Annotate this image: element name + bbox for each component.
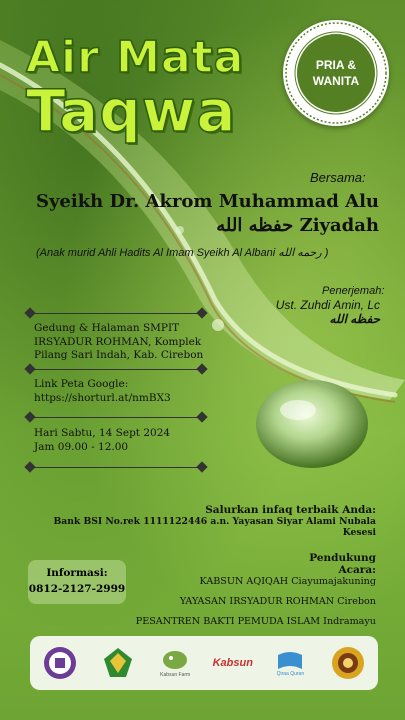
supporter-item: PESANTREN BAKTI PEMUDA ISLAM Indramayu [135, 616, 376, 628]
divider [30, 467, 202, 468]
quran-logo [272, 645, 308, 681]
title-line-2: Taqwa [26, 77, 237, 145]
translator-name-text: Ust. Zuhdi Amin, Lc [275, 298, 380, 312]
infaq-label: Salurkan infaq terbaik Anda: [205, 504, 376, 516]
translator-label: Penerjemah: [322, 285, 385, 297]
quran-caption: Qiraa Quran [276, 671, 305, 677]
seal-center: PRIA & WANITA [297, 34, 375, 112]
audience-seal [283, 20, 389, 126]
green-emblem-logo [100, 645, 136, 681]
event-time: Jam 09.00 - 12.00 [34, 440, 129, 453]
supporters-list [120, 572, 376, 632]
divider [30, 417, 202, 418]
venue: Gedung & Halaman SMPIT IRSYADUR ROHMAN, Komplek Pilang Sari Indah, Kab. Cirebon [34, 322, 204, 362]
info-box [28, 560, 126, 604]
speaker-name [19, 190, 379, 239]
speaker-name-line-2: حفظه الله Ziyadah [216, 215, 379, 237]
info-label: Informasi: [46, 567, 108, 579]
translator-name [262, 298, 380, 326]
speaker-name-line-1: Syeikh Dr. Akrom Muhammad Alu [35, 191, 379, 212]
kabsun-farm-caption: Kabsun Farm [160, 672, 191, 678]
kabsun-logo [212, 645, 253, 681]
supporter-item: YAYASAN IRSYADUR ROHMAN Cirebon [179, 596, 376, 608]
event-schedule [34, 427, 170, 454]
map-link-label: Link Peta Google: [34, 378, 129, 390]
supporters-label: Pendukung Acara: [309, 552, 376, 576]
kabsun-farm-logo [157, 645, 193, 681]
info-phone[interactable]: 0812-2127-2999 [28, 583, 126, 595]
event-title [26, 32, 245, 145]
event-date: Hari Sabtu, 14 Sept 2024 [34, 427, 171, 439]
title-line-1: Air Mata [26, 32, 245, 83]
divider [30, 313, 202, 314]
kabsun-caption: Kabsun [212, 657, 253, 669]
map-link[interactable] [34, 378, 171, 405]
speaker-teacher-note: (Anak murid Ahli Hadits Al Imam Syeikh Al Albani رحمه الله ) [36, 247, 329, 259]
divider [30, 369, 202, 370]
purple-seal-logo [42, 645, 78, 681]
with-label: Bersama: [310, 170, 366, 185]
sponsor-logo-bar [30, 636, 378, 690]
map-link-url[interactable]: https://shorturl.at/nmBX3 [34, 391, 171, 404]
supporter-item: KABSUN AQIQAH Ciayumajakuning [199, 576, 376, 587]
gold-seal-logo [330, 645, 366, 681]
bank-account: Bank BSI No.rek 1111122446 a.n. Yayasan Siyar Alami Nubala Kesesi [53, 516, 376, 538]
translator-honorific: حفظه الله [329, 312, 380, 326]
